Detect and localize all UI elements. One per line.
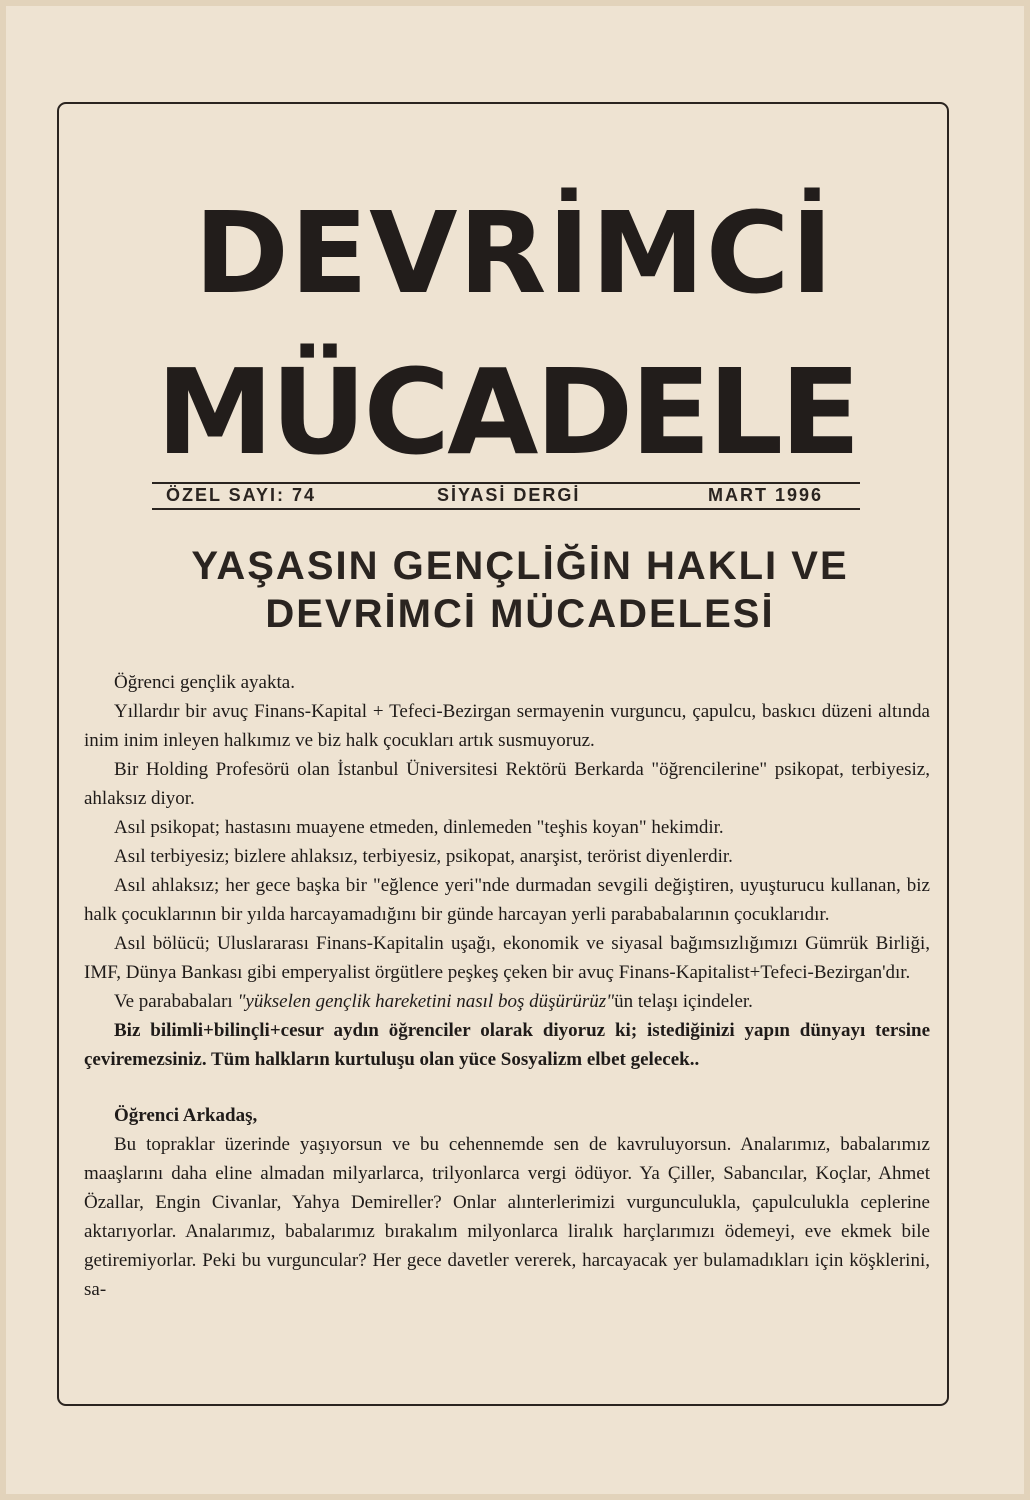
headline-line1: YAŞASIN GENÇLİĞİN HAKLI VE xyxy=(191,544,849,588)
publication-type: SİYASİ DERGİ xyxy=(437,485,581,505)
masthead-title-line1: DEVRİMCİ xyxy=(194,189,835,319)
masthead-rule-top xyxy=(152,482,860,484)
article-body xyxy=(84,668,930,1304)
paragraph: Bir Holding Profesörü olan İstanbul Üniversitesi Rektörü Berkarda "öğrencilerine" psikopat, terbiyesiz, ahlaksız diyor. xyxy=(84,759,930,809)
article-headline xyxy=(140,542,900,638)
masthead-rule-bottom xyxy=(152,508,860,510)
paragraph-text: Ve parababaları xyxy=(114,991,238,1012)
paragraph: Yıllardır bir avuç Finans-Kapital + Tefeci-Bezirgan sermayenin vurguncu, çapulcu, baskıcı düzeni altında inim inim inleyen halkımız ve biz halk çocukları artık susmuyoruz. xyxy=(84,701,930,751)
paragraph xyxy=(84,987,930,1016)
paragraph: Asıl bölücü; Uluslararası Finans-Kapitalin uşağı, ekonomik ve siyasal bağımsızlığımızı Gümrük Birliği, IMF, Dünya Bankası gibi emperyalist örgütlere peşkeş çeken bir avuç Finans-Kapitalist+Tefeci-Bezirgan'dır. xyxy=(84,933,930,983)
issue-number: ÖZEL SAYI: 74 xyxy=(166,485,317,505)
paragraph: Asıl psikopat; hastasını muayene etmeden, dinlemeden "teşhis koyan" hekimdir. xyxy=(114,817,724,838)
issue-date: MART 1996 xyxy=(708,485,824,505)
paragraph-text: ün telaşı içindeler. xyxy=(614,991,753,1012)
headline-line2: DEVRİMCİ MÜCADELESİ xyxy=(265,592,775,636)
paragraph: Bu topraklar üzerinde yaşıyorsun ve bu cehennemde sen de kavruluyorsun. Analarımız, babalarımız maaşlarını daha eline almadan milyarlarca, trilyonlarca vergi ödüyor. Ya Çiller, Sabancılar, Koçlar, Ahmet Özallar, Engin Civanlar, Yahya Demireller? Onlar alınterlerimizi vurgunculukla, çapulculukla ceplerine aktarıyorlar. Analarımız, babalarımız bırakalım milyonlarca liralık harçlarımızı ödemeyi, eve ekmek bile getiremiyorlar. Peki bu vurguncular? Her gece davetler vererek, harcayacak yer bulamadıkları için köşklerini, sa- xyxy=(84,1134,930,1300)
bold-paragraph: Biz bilimli+bilinçli+cesur aydın öğrenciler olarak diyoruz ki; istediğinizi yapın dünyayı tersine çeviremezsiniz. Tüm halkların kurtuluşu olan yüce Sosyalizm elbet gelecek.. xyxy=(84,1020,930,1070)
paragraph: Öğrenci gençlik ayakta. xyxy=(114,672,295,693)
paragraph: Asıl ahlaksız; her gece başka bir "eğlence yeri"nde durmadan sevgili değiştiren, uyuşturucu kullanan, biz halk çocuklarının bir yılda harcayamadığını bir günde harcayan yerli parababalarının çocuklarıdır. xyxy=(84,875,930,925)
italic-quote: "yükselen gençlik hareketini nasıl boş düşürürüz" xyxy=(237,991,615,1012)
section-heading: Öğrenci Arkadaş, xyxy=(114,1105,258,1126)
paragraph: Asıl terbiyesiz; bizlere ahlaksız, terbiyesiz, psikopat, anarşist, terörist diyenlerdir. xyxy=(114,846,733,867)
masthead-title-line2: MÜCADELE xyxy=(156,343,858,481)
